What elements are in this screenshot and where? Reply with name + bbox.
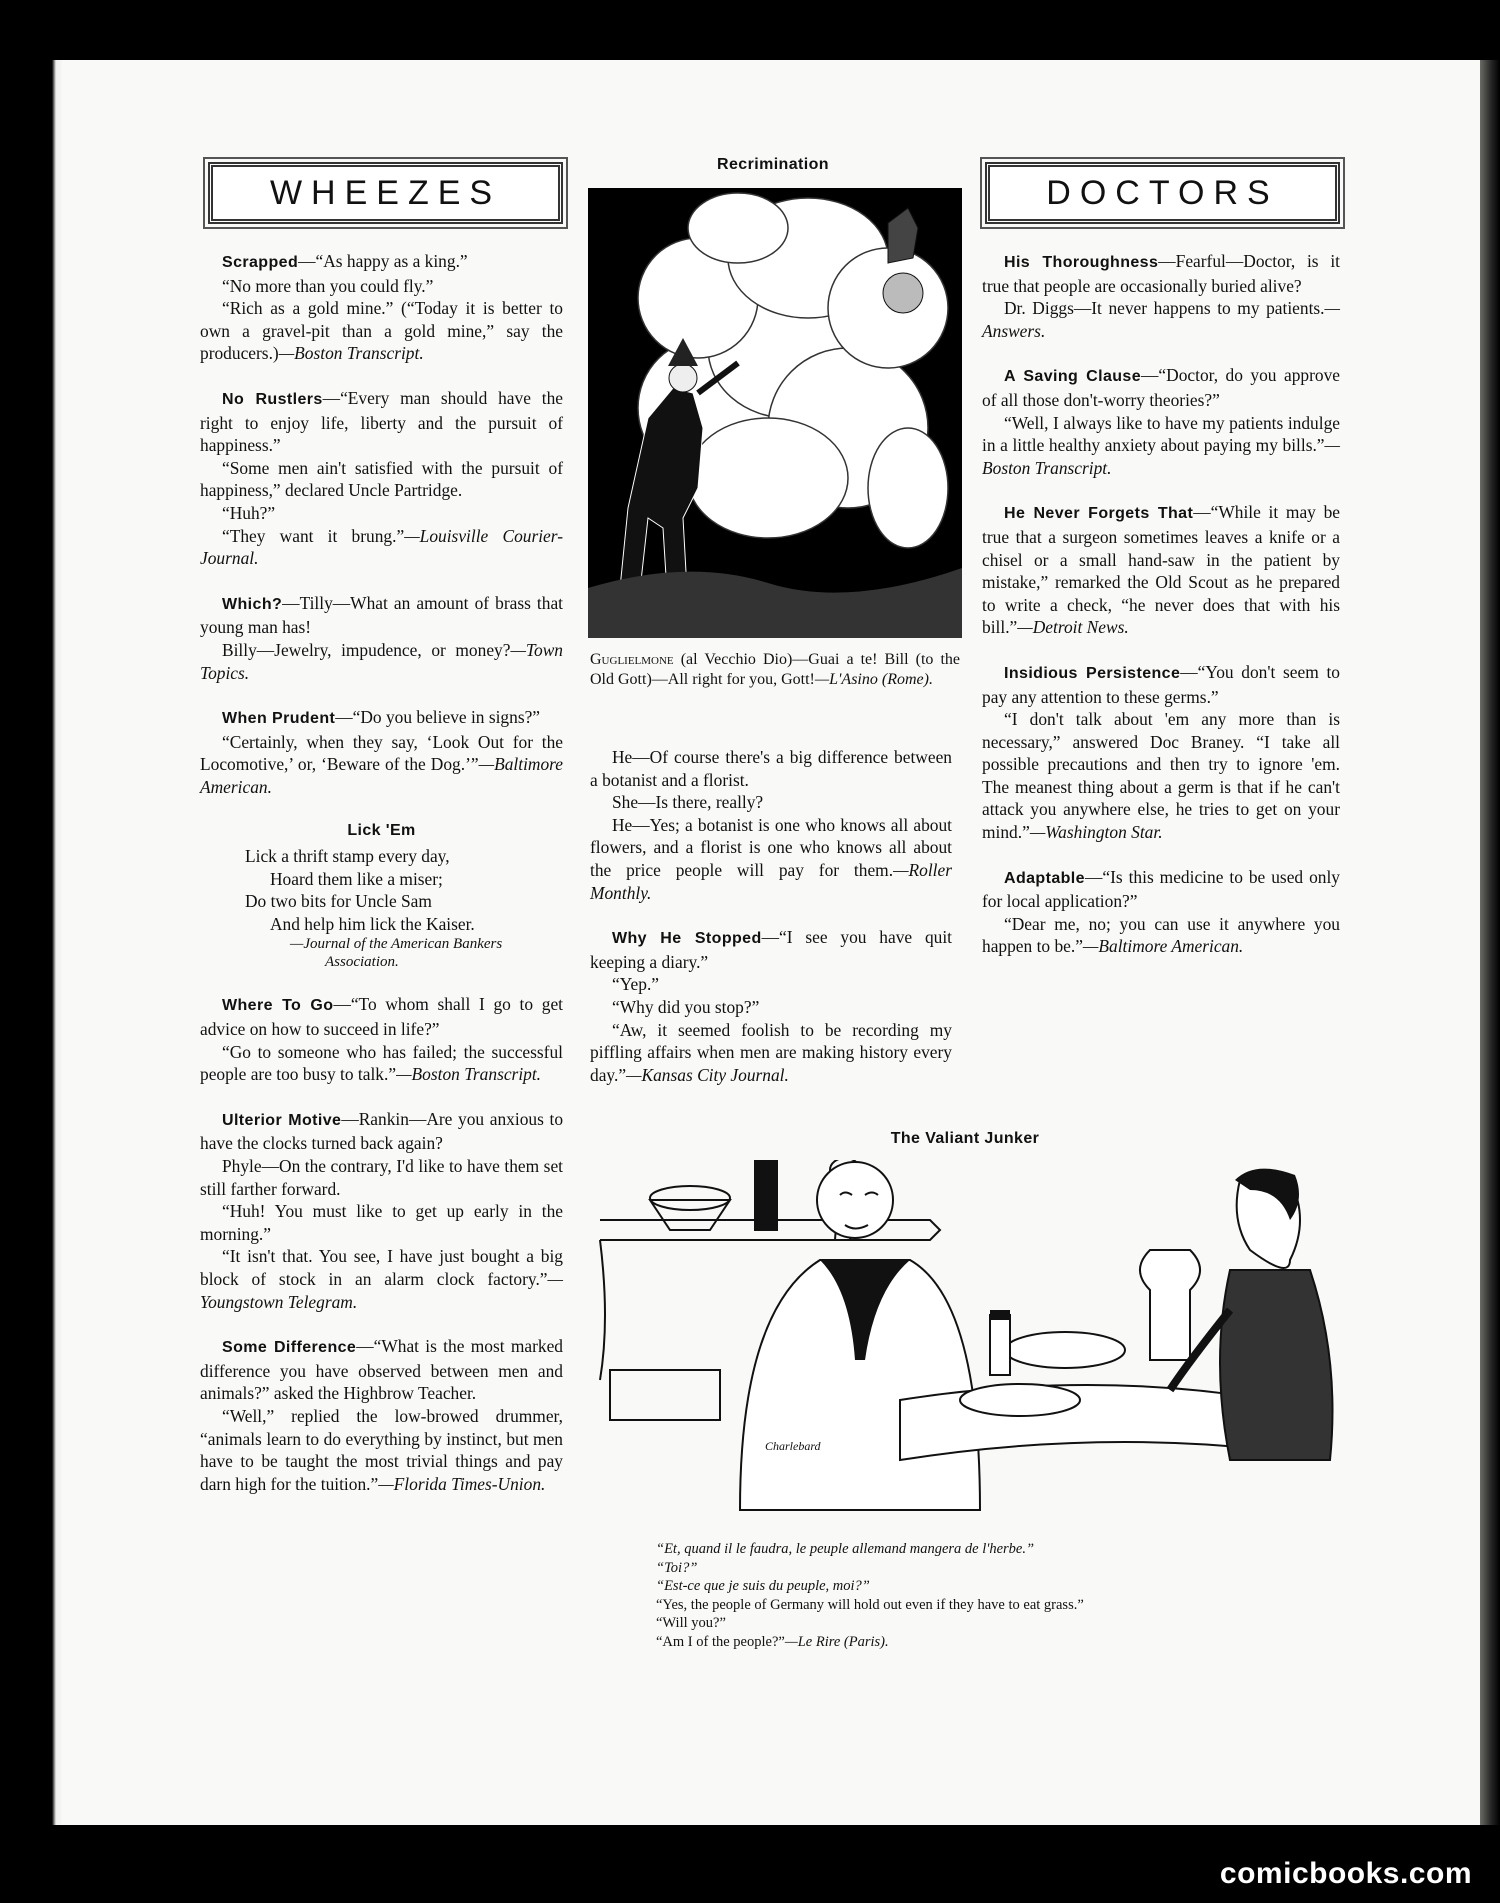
joke-title: A Saving Clause [1004, 368, 1142, 386]
joke-source: —Louisville Courier-Journal. [200, 525, 563, 569]
joke-title: Insidious Persistence [1004, 664, 1181, 682]
joke-adaptable [982, 866, 1340, 958]
joke-paragraph: Where To Go—“To whom shall I go to get advice on how to succeed in life?” [200, 994, 563, 1040]
caption-line-fr-2: “Toi?” [656, 1559, 698, 1576]
joke-paragraph: “Yep.” [612, 974, 660, 995]
joke-paragraph: “Huh! You must like to get up early in the morning.” [200, 1201, 563, 1244]
joke-paragraph: Which?—Tilly—What an amount of brass that young man has! [200, 592, 563, 638]
joke-source: —Washington Star. [1029, 822, 1163, 843]
caption-line-en-2: “Will you?” [656, 1615, 726, 1631]
joke-paragraph: “Aw, it seemed foolish to be recording my piffling affairs when men are making history every day.”—Kansas City Journal. [590, 1019, 952, 1085]
joke-source: —Boston Transcript. [278, 343, 424, 364]
joke-botanist [590, 746, 952, 904]
recrimination-title: Recrimination [717, 156, 829, 173]
joke-where-to-go [200, 993, 563, 1085]
joke-title: Which? [222, 595, 283, 613]
joke-paragraph: Phyle—On the contrary, I'd like to have them set still farther forward. [200, 1156, 563, 1199]
joke-source: —Kansas City Journal. [626, 1064, 789, 1085]
joke-why-he-stopped [590, 926, 952, 1086]
joke-title: Ulterior Motive [222, 1111, 342, 1129]
joke-source: —Boston Transcript. [982, 435, 1340, 478]
joke-when-prudent [200, 706, 563, 798]
joke-paragraph: Adaptable—“Is this medicine to be used only for local application?” [982, 866, 1340, 912]
joke-source: —Baltimore American. [200, 754, 563, 797]
joke-paragraph: “They want it brung.”—Louisville Courier-Journal. [200, 525, 563, 569]
poem-line: And help him lick the Kaiser. [270, 913, 475, 934]
joke-source: —Baltimore American. [1082, 936, 1244, 957]
joke-source: —Florida Times-Union. [378, 1473, 546, 1494]
joke-which [200, 592, 563, 684]
joke-paragraph: When Prudent—“Do you believe in signs?” [222, 707, 541, 728]
joke-no-rustlers [200, 387, 563, 570]
joke-paragraph: “I don't talk about 'em any more than is necessary,” answered Doc Braney. “I take all possible precautions and then try to ignore 'em. The meanest thing about a germ is that if he can't attack you anywhere else, he tries to get on your mind.”—Washington Star. [982, 709, 1340, 843]
joke-some-difference [200, 1335, 563, 1495]
joke-saving-clause [982, 364, 1340, 479]
junker-illustration [590, 1160, 1340, 1530]
doctors-column [982, 250, 1340, 980]
junker-signature: Charlebard [765, 1439, 821, 1453]
joke-source: —Boston Transcript. [396, 1064, 542, 1085]
joke-paragraph: A Saving Clause—“Doctor, do you approve of all those don't-worry theories?” [982, 365, 1340, 410]
caption-source: —L'Asino (Rome). [814, 671, 933, 688]
joke-insidious-persistence [982, 661, 1340, 844]
joke-title: Scrapped [222, 254, 299, 271]
caption-line-fr-1: “Et, quand il le faudra, le peuple allemand mangera de l'herbe.” [656, 1541, 1035, 1557]
poem-line: Lick a thrift stamp every day, [245, 846, 450, 867]
joke-ulterior-motive [200, 1108, 563, 1313]
joke-title: He Never Forgets That [1004, 505, 1194, 523]
joke-paragraph: “No more than you could fly.” [222, 275, 434, 296]
recrimination-cartoon [588, 188, 962, 638]
joke-paragraph: Insidious Persistence—“You don't seem to pay any attention to these germs.” [982, 661, 1340, 707]
wheezes-column [200, 250, 563, 1517]
joke-source: —Town Topics. [200, 639, 563, 683]
joke-paragraph: Some Difference—“What is the most marked difference you have observed between men and animals?” asked the Highbrow Teacher. [200, 1336, 563, 1404]
joke-title: Where To Go [222, 997, 334, 1015]
joke-title: No Rustlers [222, 390, 323, 408]
joke-source: —Answers. [982, 298, 1340, 341]
middle-column [590, 746, 952, 1108]
poem-title: Lick 'Em [347, 822, 416, 840]
joke-scrapped [200, 250, 563, 365]
joke-paragraph: “Well,” replied the low-browed drummer, “animals learn to do everything by instinct, but men have to be taught the most trivial things and pay darn high for the tuition.”—Florida Times-Union. [200, 1405, 563, 1494]
joke-paragraph: “Rich as a gold mine.” (“Today it is better to own a gravel-pit than a gold mine,” say the producers.)—Boston Transcript. [200, 298, 563, 364]
caption-name: Guglielmone [590, 651, 674, 668]
joke-paragraph: He—Yes; a botanist is one who knows all about flowers, and a florist is one who knows all about the price people will pay for them.—Roller Monthly. [590, 814, 952, 903]
wheezes-heading-box [208, 162, 563, 224]
junker-caption [656, 1540, 1336, 1651]
poem-source: —Journal of the American Bankers [290, 936, 503, 953]
caption-line-fr-3: “Est-ce que je suis du peuple, moi?” [656, 1578, 870, 1594]
joke-paragraph: “Huh?” [222, 502, 276, 523]
joke-source: —Roller Monthly. [590, 859, 952, 903]
poem-line: Hoard them like a miser; [270, 868, 443, 889]
joke-title: Why He Stopped [612, 930, 762, 948]
joke-title: Adaptable [1004, 869, 1085, 887]
joke-source: —Youngstown Telegram. [200, 1268, 563, 1312]
joke-paragraph: Dr. Diggs—It never happens to my patients.—Answers. [982, 298, 1340, 341]
joke-paragraph: “Some men ain't satisfied with the pursuit of happiness,” declared Uncle Partridge. [200, 457, 563, 501]
joke-source: —Detroit News. [1017, 617, 1129, 638]
joke-paragraph: “Go to someone who has failed; the successful people are too busy to talk.”—Boston Transcript. [200, 1041, 563, 1085]
joke-paragraph: His Thoroughness—Fearful—Doctor, is it true that people are occasionally buried alive? [982, 251, 1340, 296]
caption-line-en-3: “Am I of the people?”—Le Rire (Paris). [656, 1633, 889, 1650]
recrimination-caption [590, 650, 960, 690]
binding-edge [0, 60, 62, 1825]
joke-never-forgets [982, 501, 1340, 639]
joke-paragraph: “It isn't that. You see, I have just bought a big block of stock in an alarm clock factory.”—Youngstown Telegram. [200, 1246, 563, 1312]
joke-paragraph: Ulterior Motive—Rankin—Are you anxious to have the clocks turned back again? [200, 1108, 564, 1154]
caption-line-en-1: “Yes, the people of Germany will hold out even if they have to eat grass.” [656, 1596, 1084, 1613]
recrimination-illustration [588, 188, 962, 638]
wheezes-heading: WHEEZES [269, 173, 502, 212]
joke-paragraph: Scrapped—“As happy as a king.” [222, 251, 468, 271]
joke-title: His Thoroughness [1004, 254, 1159, 271]
joke-his-thoroughness [982, 250, 1340, 342]
joke-paragraph: “Why did you stop?” [612, 996, 760, 1017]
caption-text: (al Vecchio Dio)—Guai a te! Bill (to the Old Gott)—All right for you, Gott! [590, 651, 960, 688]
joke-title: When Prudent [222, 710, 336, 728]
page-edge [1480, 60, 1500, 1825]
junker-cartoon [590, 1160, 1340, 1530]
doctors-heading-box [985, 162, 1340, 224]
joke-paragraph: He—Of course there's a big difference between a botanist and a florist. [590, 747, 952, 790]
joke-paragraph: He Never Forgets That—“While it may be true that a surgeon sometimes leaves a knife or a chisel or a small hand-saw in the patient by mistake,” remarked the Old Scout as he prepared to write a check, “he never does that with his bill.”—Detroit News. [982, 502, 1340, 638]
joke-paragraph: She—Is there, really? [612, 792, 764, 813]
junker-title: The Valiant Junker [890, 1130, 1040, 1147]
poem-line: Do two bits for Uncle Sam [245, 891, 432, 912]
poem-lick-em [200, 820, 563, 971]
joke-paragraph: “Well, I always like to have my patients indulge in a little healthy anxiety about paying my bills.”—Boston Transcript. [982, 412, 1340, 478]
watermark: comicbooks.com [1219, 1857, 1472, 1890]
joke-paragraph: “Certainly, when they say, ‘Look Out for the Locomotive,’ or, ‘Beware of the Dog.’”—Baltimore American. [200, 731, 563, 797]
joke-paragraph: “Dear me, no; you can use it anywhere you happen to be.”—Baltimore American. [982, 913, 1340, 957]
poem-source-cont: Association. [325, 954, 399, 971]
joke-paragraph: No Rustlers—“Every man should have the right to enjoy life, liberty and the pursuit of happiness.” [200, 387, 563, 456]
joke-title: Some Difference [222, 1339, 357, 1357]
doctors-heading: DOCTORS [1046, 173, 1279, 212]
joke-paragraph: Why He Stopped—“I see you have quit keeping a diary.” [590, 927, 952, 972]
joke-paragraph: Billy—Jewelry, impudence, or money?—Town Topics. [200, 639, 563, 683]
